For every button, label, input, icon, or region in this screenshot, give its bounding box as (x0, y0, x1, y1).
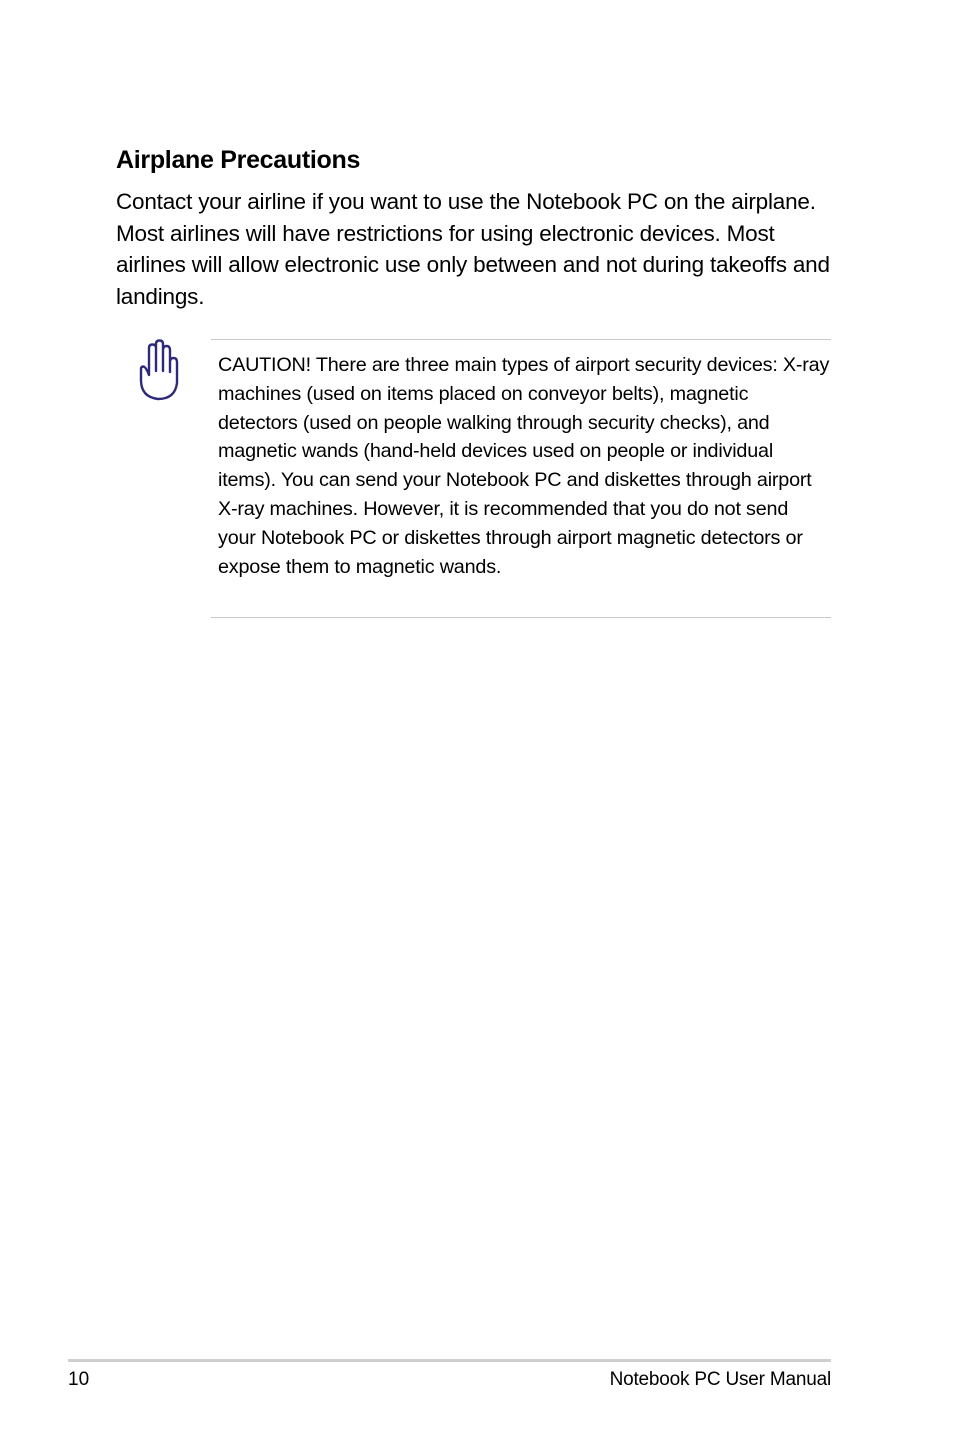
hand-stop-icon (134, 339, 182, 403)
caution-box (211, 339, 831, 618)
manual-title: Notebook PC User Manual (609, 1369, 831, 1390)
footer-divider (68, 1359, 831, 1362)
page-number: 10 (68, 1369, 90, 1390)
intro-paragraph: Contact your airline if you want to use the Notebook PC on the airplane. Most airlines will have restrictions for using electronic devices. Most airlines will allow electronic use only between and not during takeoffs and landings. (116, 189, 830, 310)
section-heading: Airplane Precautions (116, 146, 361, 174)
caution-text: CAUTION! There are three main types of airport security devices: X-ray machines (used on items placed on conveyor belts), magnetic detectors (used on people walking through security checks), and magnetic wands (hand-held devices used on people or individual items). You can send your Notebook PC and diskettes through airport X-ray machines. However, it is recommended that you do not send your Notebook PC or diskettes through airport magnetic detectors or expose them to magnetic wands. (218, 354, 830, 578)
